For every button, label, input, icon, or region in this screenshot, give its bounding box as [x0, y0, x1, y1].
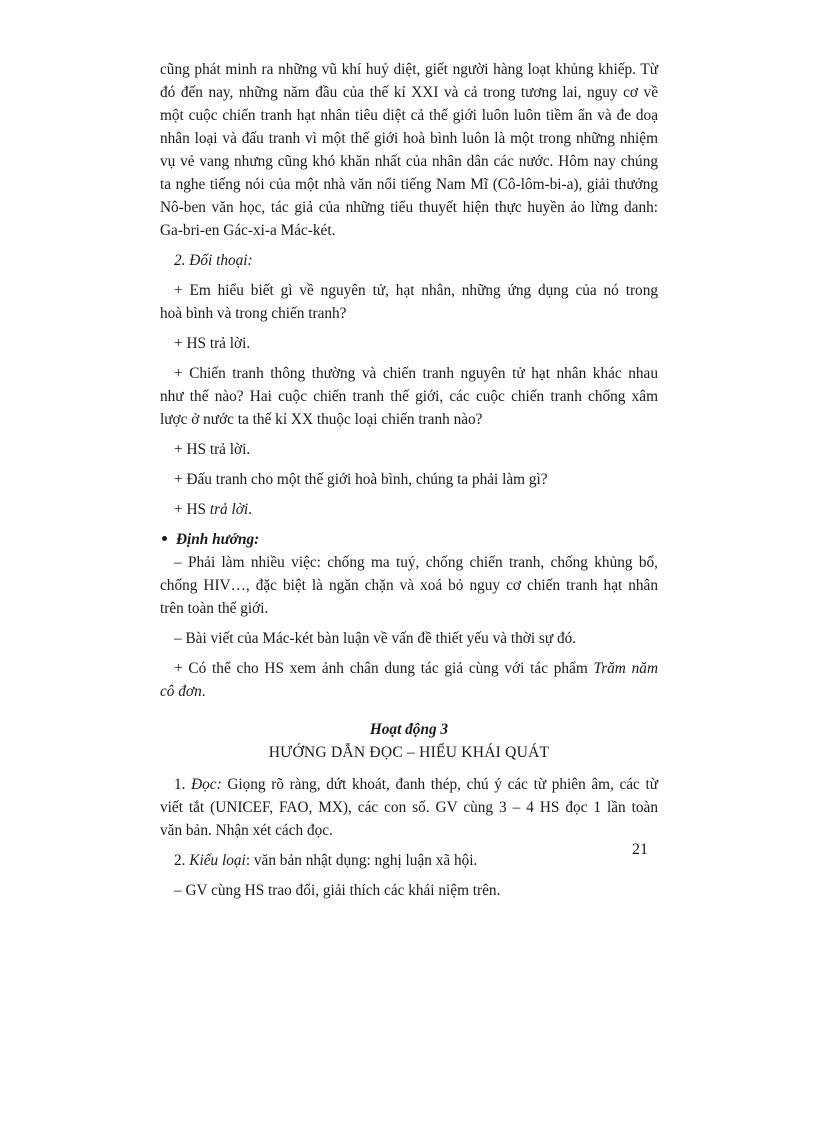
text-segment: . — [201, 683, 206, 700]
dialogue-answer-2: + HS trả lời. — [174, 441, 251, 458]
reading-label: Đọc: — [191, 776, 222, 793]
reading-instructions — [160, 773, 658, 842]
page-number: 21 — [632, 841, 648, 858]
type-label: Kiểu loại — [189, 852, 246, 869]
text-line: nhân loại và đấu tranh vì một thế giới hoà bình luôn là một trong những nhiệm — [160, 130, 658, 147]
text-segment: + Có thể cho HS xem ảnh chân dung tác giả cùng với tác phẩm — [174, 660, 594, 677]
orientation-heading-row — [160, 528, 658, 551]
text-line: đó đến nay, những năm đầu của thế kỉ XXI và cả trong tương lai, nguy cơ về — [160, 84, 658, 101]
text-line: hoà bình và trong chiến tranh? — [160, 305, 347, 322]
dialogue-heading: 2. Đối thoại: — [174, 252, 253, 269]
text-line: vụ vẻ vang nhưng cũng khó khăn nhất của nhân dân các nước. Hôm nay chúng — [160, 153, 658, 170]
text-type — [160, 849, 658, 872]
book-title-part-1: Trăm năm — [593, 660, 658, 677]
answer-prefix: + HS — [174, 501, 210, 518]
book-title-part-2: cô đơn — [160, 683, 202, 700]
discussion-note: – GV cùng HS trao đổi, giải thích các khái niệm trên. — [174, 882, 501, 899]
dialogue-question-2 — [160, 362, 658, 431]
text-line: viết tắt (UNICEF, FAO, MX), các con số. GV cùng 3 – 4 HS đọc 1 lần toàn — [160, 799, 658, 816]
text-line: chống HIV…, đặc biệt là ngăn chặn và xoá bỏ nguy cơ chiến tranh hạt nhân — [160, 577, 658, 594]
text-line: + Em hiểu biết gì về nguyên tử, hạt nhân, những ứng dụng của nó trong — [174, 282, 658, 299]
text-line: – Phải làm nhiều việc: chống ma tuý, chống chiến tranh, chống khủng bố, — [174, 554, 658, 571]
activity-subtitle: HƯỚNG DẪN ĐỌC – HIỂU KHÁI QUÁT — [268, 744, 550, 761]
text-line: văn bản. Nhận xét cách đọc. — [160, 822, 333, 839]
activity-title: Hoạt động 3 — [369, 721, 449, 738]
orientation-paragraph-1 — [160, 551, 658, 620]
text-line: như thế nào? Hai cuộc chiến tranh thế giới, các cuộc chiến tranh chống xâm — [160, 388, 658, 405]
answer-suffix: . — [248, 501, 253, 518]
text-line: Nô-ben văn học, tác giả của những tiểu thuyết hiện thực huyền ảo lừng danh: — [160, 199, 658, 216]
orientation-heading: Định hướng: — [176, 531, 260, 548]
dialogue-question-1 — [160, 279, 658, 325]
text-line: Ga-bri-en Gác-xi-a Mác-két. — [160, 222, 336, 239]
text-segment: 2. — [174, 852, 190, 869]
activity-heading — [160, 718, 658, 764]
intro-paragraph — [160, 58, 658, 242]
text-line: cũng phát minh ra những vũ khí huỷ diệt, giết người hàng loạt khủng khiếp. Từ — [160, 61, 658, 78]
dialogue-answer-1: + HS trả lời. — [174, 335, 251, 352]
text-line: ta nghe tiếng nói của một nhà văn nổi tiếng Nam Mĩ (Cô-lôm-bi-a), giải thưởng — [160, 176, 658, 193]
text-line — [160, 680, 658, 703]
text-segment: Giọng rõ ràng, dứt khoát, đanh thép, chú ý các từ phiên âm, các từ — [221, 776, 659, 793]
text-segment: : văn bản nhật dụng: nghị luận xã hội. — [245, 852, 478, 869]
bullet-icon — [162, 536, 167, 541]
text-line: trên toàn thế giới. — [160, 600, 269, 617]
document-page — [160, 58, 658, 902]
text-line — [174, 657, 658, 680]
text-segment: 1. — [174, 776, 192, 793]
answer-italic: trả lời — [209, 501, 249, 518]
text-line: một cuộc chiến tranh hạt nhân tiêu diệt cả thế giới luôn luôn tiềm ẩn và đe doạ — [160, 107, 658, 124]
text-line — [174, 773, 658, 796]
orientation-paragraph-2: – Bài viết của Mác-két bàn luận về vấn đề thiết yếu và thời sự đó. — [174, 630, 577, 647]
dialogue-question-3: + Đấu tranh cho một thế giới hoà bình, chúng ta phải làm gì? — [174, 471, 548, 488]
orientation-paragraph-3 — [160, 657, 658, 703]
dialogue-answer-3 — [160, 498, 658, 521]
text-line: lược ở nước ta thế kỉ XX thuộc loại chiến tranh nào? — [160, 411, 483, 428]
text-line: + Chiến tranh thông thường và chiến tranh nguyên tử hạt nhân khác nhau — [174, 365, 658, 382]
